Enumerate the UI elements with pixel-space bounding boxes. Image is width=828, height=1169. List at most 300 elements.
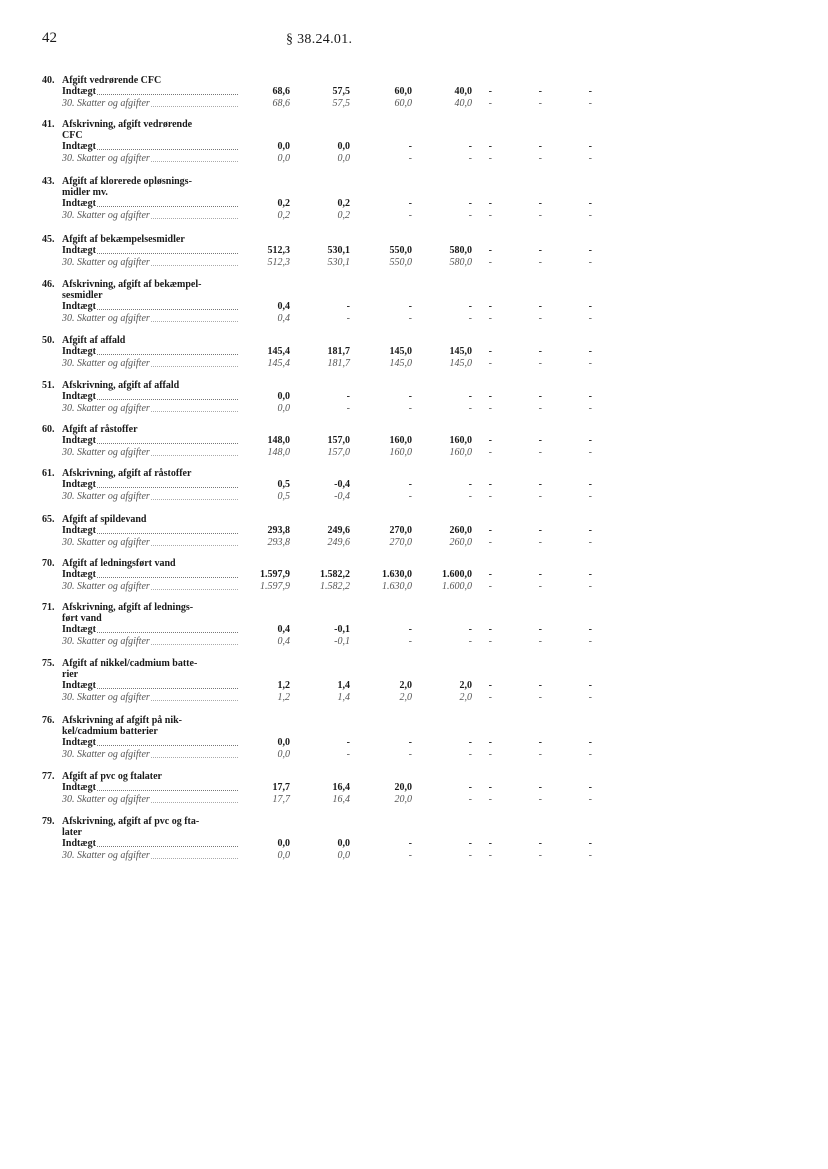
taxes-row-value: - [588,850,592,861]
income-row-value: - [588,569,592,580]
taxes-row-value: 60,0 [394,98,412,109]
section-title [42,380,232,391]
income-row-label [62,737,238,748]
income-row-value: - [346,301,350,312]
taxes-row-label-text: 30. Skatter og afgifter [62,537,150,548]
income-row-value: - [488,624,492,635]
taxes-row-label [62,636,238,647]
income-row-value: - [488,86,492,97]
income-row-value: - [588,782,592,793]
income-row-value: - [468,782,472,793]
taxes-row-value: 0,4 [277,636,290,647]
taxes-row-value: - [538,210,542,221]
section-title-text: Afskrivning, afgift vedrørende [62,119,193,130]
taxes-row-label [62,98,238,109]
taxes-row-value: - [408,210,412,221]
taxes-row-label [62,537,238,548]
income-row-value: 148,0 [267,435,290,446]
taxes-row-value: 181,7 [327,358,350,369]
taxes-row-value: - [588,257,592,268]
income-row-label [62,838,238,849]
taxes-row-label [62,581,238,592]
income-row-value: 0,0 [277,737,290,748]
income-row-value: 0,4 [277,624,290,635]
income-row-label-text: Indtægt [62,86,96,97]
section-block [0,715,828,761]
section-block [0,514,828,549]
income-row-label-text: Indtægt [62,680,96,691]
income-row-label-text: Indtægt [62,479,96,490]
section-number: 77. [42,771,55,782]
income-row-value: 1.600,0 [442,569,472,580]
income-row-value: 0,0 [277,141,290,152]
income-row-value: 1.597,9 [260,569,290,580]
taxes-row-value: 580,0 [449,257,472,268]
taxes-row-value: 145,0 [449,358,472,369]
taxes-row-value: - [538,581,542,592]
taxes-row-value: 68,6 [272,98,290,109]
taxes-row-value: - [468,749,472,760]
income-row-value: 550,0 [389,245,412,256]
income-row-value: 260,0 [449,525,472,536]
taxes-row-value: 0,4 [277,313,290,324]
income-row-label [62,782,238,793]
income-row-label [62,435,238,446]
taxes-row-value: - [538,358,542,369]
income-row-label-text: Indtægt [62,301,96,312]
section-title-text: Afgift af klorerede opløsnings- [62,176,192,187]
income-row-value: - [408,301,412,312]
income-row-value: - [488,525,492,536]
income-row-value: - [538,737,542,748]
taxes-row-label [62,403,238,414]
section-number: 61. [42,468,55,479]
income-row-value: - [538,782,542,793]
section-title [42,771,232,782]
income-row-value: - [488,346,492,357]
section-title [42,816,232,827]
income-row-value: - [588,301,592,312]
income-row-value: 0,0 [277,391,290,402]
income-row-value: 1.582,2 [320,569,350,580]
taxes-row-value: - [588,153,592,164]
section-number: 50. [42,335,55,346]
section-title [42,558,232,569]
income-row-label [62,198,238,209]
income-row-label [62,624,238,635]
taxes-row-value: - [538,98,542,109]
income-row-value: - [538,346,542,357]
section-title [42,715,232,726]
income-row-value: 1,2 [277,680,290,691]
income-row-value: 2,0 [459,680,472,691]
income-row-value: 512,3 [267,245,290,256]
taxes-row-label-text: 30. Skatter og afgifter [62,98,150,109]
section-title [42,602,232,613]
section-block [0,234,828,269]
income-row-value: - [408,737,412,748]
taxes-row-value: - [468,313,472,324]
taxes-row-label-text: 30. Skatter og afgifter [62,153,150,164]
income-row-value: - [488,680,492,691]
taxes-row-value: 0,2 [277,210,290,221]
section-title-continuation: sesmidler [62,290,103,301]
taxes-row-value: 1,4 [337,692,350,703]
section-title-text: Afskrivning, afgift af råstoffer [62,468,192,479]
taxes-row-value: - [408,491,412,502]
taxes-row-value: - [588,692,592,703]
taxes-row-label [62,257,238,268]
section-title-text: Afgift af råstoffer [62,424,138,435]
income-row-value: 57,5 [332,86,350,97]
income-row-label [62,391,238,402]
taxes-row-value: - [488,98,492,109]
income-row-value: 20,0 [394,782,412,793]
income-row-value: - [346,391,350,402]
taxes-row-value: - [538,313,542,324]
taxes-row-label-text: 30. Skatter og afgifter [62,581,150,592]
taxes-row-value: - [408,403,412,414]
income-row-value: - [538,198,542,209]
section-title-text: Afgift af bekæmpelsesmidler [62,234,185,245]
income-row-value: 270,0 [389,525,412,536]
section-number: 76. [42,715,55,726]
section-number: 51. [42,380,55,391]
income-row-value: - [538,86,542,97]
income-row-label-text: Indtægt [62,245,96,256]
taxes-row-value: 57,5 [332,98,350,109]
income-row-value: - [468,737,472,748]
taxes-row-value: - [488,210,492,221]
taxes-row-value: 270,0 [389,537,412,548]
taxes-row-value: 148,0 [267,447,290,458]
taxes-row-value: - [538,257,542,268]
taxes-row-label-text: 30. Skatter og afgifter [62,636,150,647]
taxes-row-value: - [488,692,492,703]
taxes-row-value: - [408,313,412,324]
income-row-value: - [408,141,412,152]
income-row-value: 160,0 [389,435,412,446]
taxes-row-label-text: 30. Skatter og afgifter [62,491,150,502]
section-block [0,176,828,222]
taxes-row-value: 160,0 [449,447,472,458]
income-row-value: 181,7 [327,346,350,357]
income-row-value: - [538,838,542,849]
section-number: 79. [42,816,55,827]
taxes-row-value: - [488,358,492,369]
taxes-row-value: 512,3 [267,257,290,268]
taxes-row-label-text: 30. Skatter og afgifter [62,358,150,369]
income-row-value: 16,4 [332,782,350,793]
taxes-row-value: - [538,692,542,703]
taxes-row-label-text: 30. Skatter og afgifter [62,692,150,703]
income-row-value: - [588,435,592,446]
taxes-row-value: - [588,358,592,369]
taxes-row-value: - [468,636,472,647]
taxes-row-value: - [346,749,350,760]
income-row-label-text: Indtægt [62,391,96,402]
section-block [0,75,828,110]
taxes-row-value: - [488,749,492,760]
taxes-row-value: - [538,636,542,647]
income-row-value: - [488,737,492,748]
taxes-row-value: 1.600,0 [442,581,472,592]
income-row-value: - [488,782,492,793]
income-row-value: 1,4 [337,680,350,691]
income-row-label [62,479,238,490]
income-row-value: - [408,198,412,209]
section-number: 60. [42,424,55,435]
section-title [42,234,232,245]
taxes-row-value: - [488,403,492,414]
income-row-value: 145,4 [267,346,290,357]
income-row-label-text: Indtægt [62,198,96,209]
taxes-row-label [62,358,238,369]
income-row-value: - [538,624,542,635]
section-title [42,119,232,130]
income-row-value: 157,0 [327,435,350,446]
taxes-row-value: - [538,447,542,458]
taxes-row-value: - [588,537,592,548]
taxes-row-label [62,491,238,502]
taxes-row-value: - [538,153,542,164]
section-number: 41. [42,119,55,130]
taxes-row-value: 160,0 [389,447,412,458]
income-row-value: - [588,737,592,748]
taxes-row-value: 293,8 [267,537,290,548]
taxes-row-value: 0,2 [337,210,350,221]
taxes-row-value: - [468,850,472,861]
income-row-label [62,86,238,97]
taxes-row-value: - [538,491,542,502]
section-title-continuation: ført vand [62,613,102,624]
taxes-row-value: 20,0 [394,794,412,805]
income-row-label-text: Indtægt [62,346,96,357]
income-row-value: - [488,569,492,580]
income-row-label-text: Indtægt [62,525,96,536]
taxes-row-value: 530,1 [327,257,350,268]
income-row-value: 145,0 [389,346,412,357]
taxes-row-value: 0,0 [277,153,290,164]
income-row-value: 0,5 [277,479,290,490]
taxes-row-value: - [588,98,592,109]
income-row-value: - [488,245,492,256]
income-row-value: - [488,479,492,490]
taxes-row-value: - [538,850,542,861]
taxes-row-label [62,210,238,221]
income-row-label-text: Indtægt [62,838,96,849]
income-row-value: 0,2 [337,198,350,209]
section-title-continuation: kel/cadmium batterier [62,726,158,737]
taxes-row-value: - [468,210,472,221]
taxes-row-value: 2,0 [459,692,472,703]
taxes-row-value: - [346,403,350,414]
taxes-row-value: 17,7 [272,794,290,805]
page-section-reference: § 38.24.01. [286,32,353,47]
taxes-row-value: - [588,313,592,324]
section-title [42,176,232,187]
section-block [0,558,828,593]
taxes-row-label-text: 30. Skatter og afgifter [62,403,150,414]
income-row-label [62,346,238,357]
income-row-value: - [488,435,492,446]
income-row-value: 249,6 [327,525,350,536]
taxes-row-value: 0,0 [337,153,350,164]
taxes-row-value: - [488,794,492,805]
section-block [0,119,828,165]
income-row-value: - [408,479,412,490]
section-title-text: Afgift af nikkel/cadmium batte- [62,658,198,669]
taxes-row-value: - [488,491,492,502]
taxes-row-value: - [488,447,492,458]
taxes-row-value: 1.582,2 [320,581,350,592]
income-row-value: 0,2 [277,198,290,209]
income-row-value: - [538,680,542,691]
income-row-value: - [408,391,412,402]
taxes-row-label [62,153,238,164]
income-row-label-text: Indtægt [62,737,96,748]
section-number: 45. [42,234,55,245]
section-block [0,424,828,459]
income-row-value: - [488,391,492,402]
taxes-row-label [62,794,238,805]
section-title-text: Afgift af pvc og ftalater [62,771,162,782]
section-title [42,424,232,435]
income-row-label [62,680,238,691]
taxes-row-value: - [538,794,542,805]
taxes-row-value: - [408,749,412,760]
income-row-label-text: Indtægt [62,435,96,446]
section-title-text: Afgift af affald [62,335,126,346]
income-row-label [62,141,238,152]
section-block [0,658,828,704]
income-row-value: - [538,525,542,536]
section-title-text: Afgift af spildevand [62,514,147,525]
taxes-row-value: 249,6 [327,537,350,548]
income-row-value: 0,4 [277,301,290,312]
income-row-value: 0,0 [277,838,290,849]
income-row-value: - [468,301,472,312]
section-title-continuation: rier [62,669,79,680]
section-title-text: Afskrivning, afgift af affald [62,380,180,391]
income-row-value: - [408,624,412,635]
section-title [42,468,232,479]
income-row-value: 0,0 [337,838,350,849]
taxes-row-value: - [588,794,592,805]
section-title-text: Afgift vedrørende CFC [62,75,162,86]
income-row-value: - [468,838,472,849]
section-title [42,658,232,669]
section-title-text: Afskrivning, afgift af bekæmpel- [62,279,202,290]
taxes-row-value: 40,0 [454,98,472,109]
section-block [0,468,828,503]
taxes-row-value: -0,4 [334,491,350,502]
taxes-row-label-text: 30. Skatter og afgifter [62,850,150,861]
section-title [42,514,232,525]
section-title-text: Afskrivning, afgift af pvc og fta- [62,816,200,827]
section-title [42,279,232,290]
income-row-label [62,245,238,256]
income-row-value: - [538,141,542,152]
income-row-value: - [588,391,592,402]
section-block [0,602,828,648]
taxes-row-value: - [588,403,592,414]
income-row-value: - [468,479,472,490]
taxes-row-value: - [538,537,542,548]
taxes-row-value: 0,5 [277,491,290,502]
income-row-value: - [588,245,592,256]
taxes-row-value: -0,1 [334,636,350,647]
income-row-value: - [538,391,542,402]
taxes-row-value: - [408,850,412,861]
taxes-row-value: - [488,537,492,548]
taxes-row-value: 1.597,9 [260,581,290,592]
income-row-label [62,301,238,312]
taxes-row-label [62,749,238,760]
taxes-row-value: - [408,636,412,647]
income-row-value: 293,8 [267,525,290,536]
income-row-value: 145,0 [449,346,472,357]
taxes-row-value: 1,2 [277,692,290,703]
income-row-value: 0,0 [337,141,350,152]
taxes-row-label [62,850,238,861]
income-row-value: - [588,624,592,635]
section-title-text: Afskrivning, afgift af lednings- [62,602,194,613]
income-row-value: 40,0 [454,86,472,97]
taxes-row-label-text: 30. Skatter og afgifter [62,257,150,268]
income-row-value: - [488,301,492,312]
income-row-value: 1.630,0 [382,569,412,580]
income-row-value: - [588,479,592,490]
income-row-value: -0,1 [334,624,350,635]
income-row-value: - [408,838,412,849]
income-row-value: - [468,141,472,152]
income-row-value: - [538,301,542,312]
taxes-row-label-text: 30. Skatter og afgifter [62,210,150,221]
taxes-row-value: 0,0 [337,850,350,861]
taxes-row-value: 145,0 [389,358,412,369]
income-row-value: - [468,198,472,209]
income-row-value: - [588,346,592,357]
income-row-value: 580,0 [449,245,472,256]
taxes-row-value: 0,0 [277,850,290,861]
taxes-row-value: - [346,313,350,324]
income-row-label-text: Indtægt [62,782,96,793]
income-row-value: 530,1 [327,245,350,256]
income-row-value: - [588,838,592,849]
taxes-row-value: 0,0 [277,403,290,414]
income-row-value: - [468,391,472,402]
section-number: 75. [42,658,55,669]
income-row-value: - [588,525,592,536]
section-title [42,335,232,346]
section-title-continuation: midler mv. [62,187,108,198]
taxes-row-value: - [588,581,592,592]
taxes-row-label [62,313,238,324]
income-row-value: 160,0 [449,435,472,446]
taxes-row-value: - [468,491,472,502]
taxes-row-label-text: 30. Skatter og afgifter [62,794,150,805]
taxes-row-value: 550,0 [389,257,412,268]
section-title-continuation: later [62,827,82,838]
taxes-row-value: - [588,491,592,502]
taxes-row-value: - [538,403,542,414]
taxes-row-value: - [468,794,472,805]
taxes-row-value: - [588,749,592,760]
taxes-row-value: - [468,403,472,414]
section-title-text: Afgift af ledningsført vand [62,558,176,569]
income-row-label [62,569,238,580]
